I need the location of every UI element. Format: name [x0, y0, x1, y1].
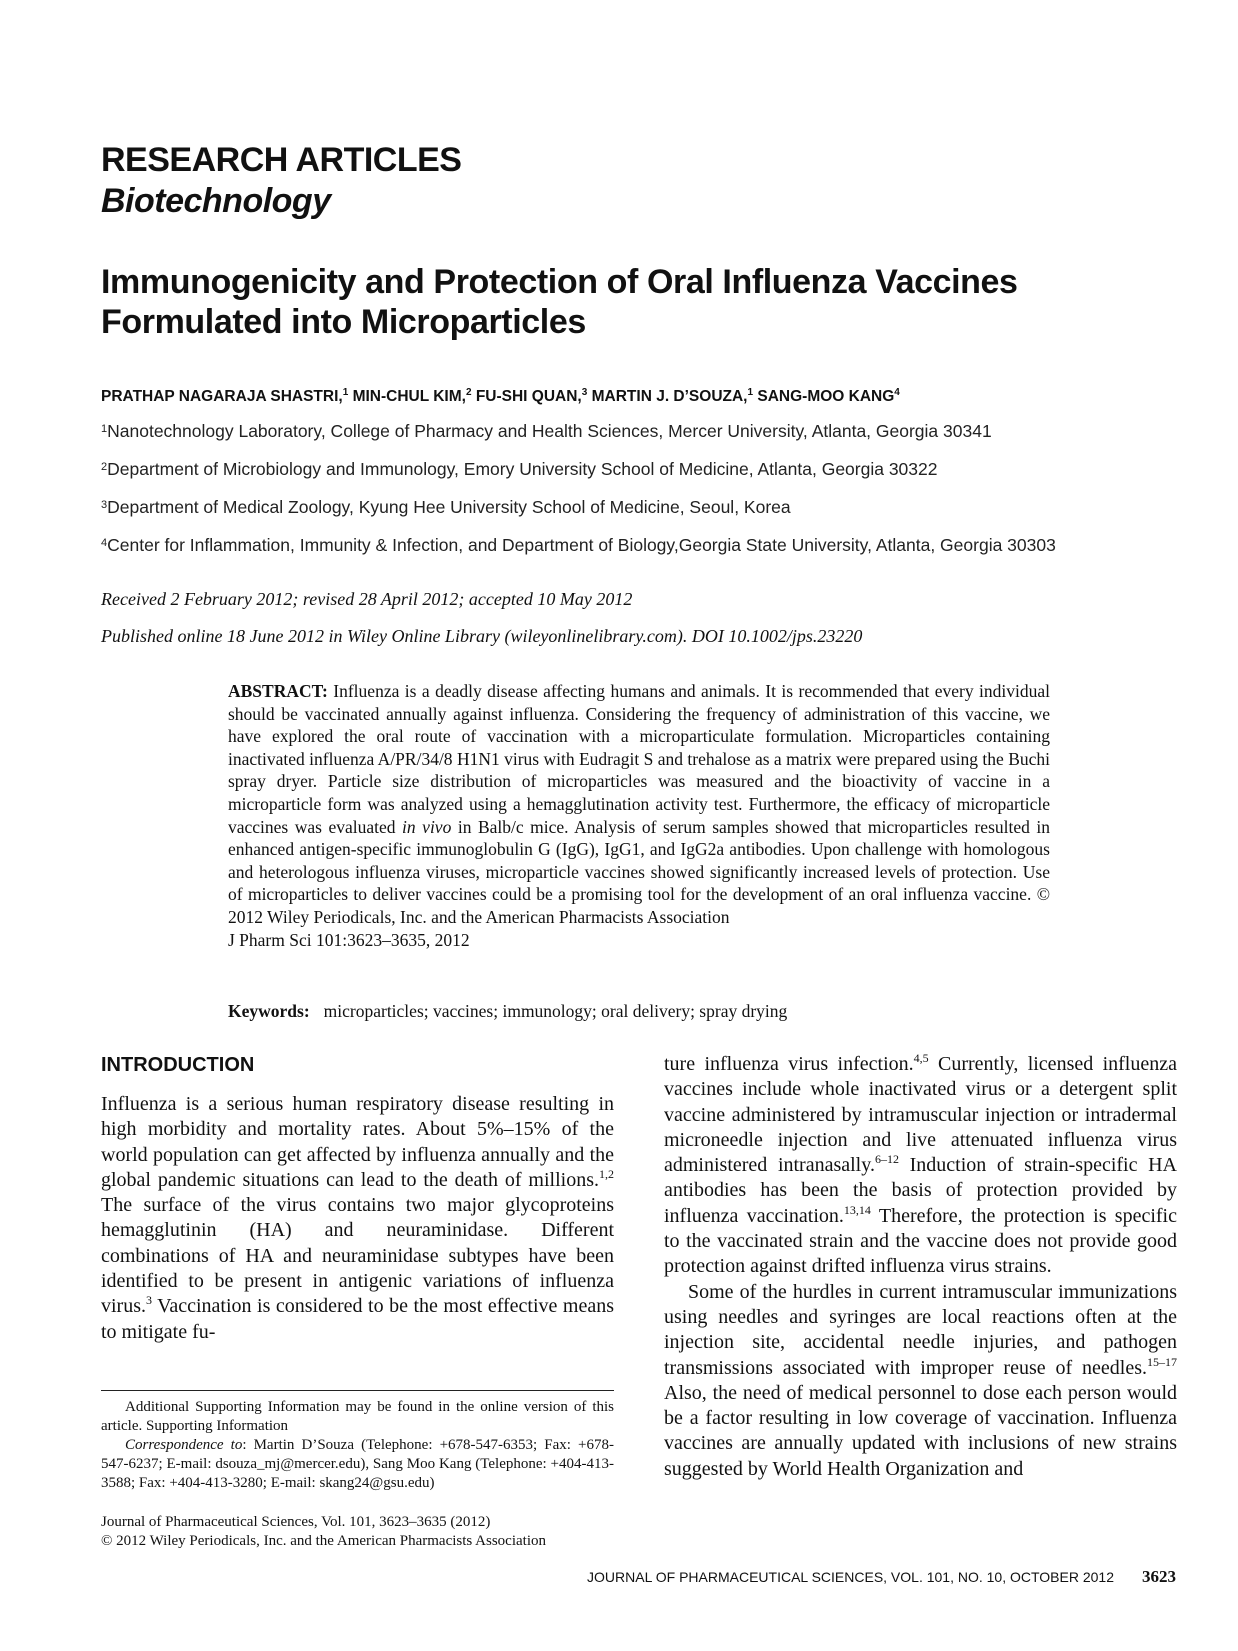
abstract-italic-term: in vivo	[402, 816, 452, 837]
body-text: ture influenza virus infection.	[664, 1053, 914, 1075]
article-title	[101, 262, 1161, 342]
affiliation-mark: 2	[101, 461, 108, 473]
affiliation-text: Department of Medical Zoology, Kyung Hee University School of Medicine, Seoul, Korea	[107, 497, 791, 517]
affiliation-text: Nanotechnology Laboratory, College of Pharmacy and Health Sciences, Mercer University, Atlanta, Georgia 30341	[107, 421, 992, 441]
page-number: 3623	[1142, 1567, 1176, 1586]
affiliation	[101, 456, 1181, 480]
abstract-citation: J Pharm Sci 101:3623–3635, 2012	[228, 929, 470, 950]
author-name: MIN-CHUL KIM,	[352, 388, 466, 405]
abstract-text: in Balb/c mice. Analysis of serum samples showed that microparticles resulted in enhanced antigen-specific immunoglobulin G (IgG), IgG1, and IgG2a antibodies. Upon challenge with homologous and heterologous influenza viruses, microparticle vaccines showed significantly increased levels of protection. Use of microparticles to deliver vaccines could be a promising tool for the development of an oral influenza vaccine. © 2012 Wiley Periodicals, Inc. and the American Pharmacists Association	[228, 816, 1050, 927]
body-paragraph	[664, 1280, 1177, 1482]
citation-ref: 13,14	[843, 1202, 871, 1217]
author-list	[101, 383, 1181, 407]
section-title: RESEARCH ARTICLES	[101, 141, 462, 179]
affiliation	[101, 494, 1181, 518]
journal-running-title: JOURNAL OF PHARMACEUTICAL SCIENCES, VOL. 101, NO. 10, OCTOBER 2012	[587, 1569, 1114, 1585]
body-paragraph	[101, 1092, 614, 1345]
citation-ref: 6–12	[874, 1152, 899, 1167]
affiliation-mark: 3	[101, 499, 108, 511]
author-affiliation-mark: 3	[581, 387, 588, 398]
supporting-info-note: Additional Supporting Information may be found in the online version of this article. Supporting Information	[101, 1399, 614, 1434]
body-text: Also, the need of medical personnel to dose each person would be a factor resulting in low coverage of vaccination. Influenza vaccines are annually updated with inclusions of new strains suggested by World Health Organization and	[664, 1381, 1177, 1480]
correspondence-label: Correspondence to	[125, 1437, 243, 1453]
received-dates: Received 2 February 2012; revised 28 April 2012; accepted 10 May 2012	[101, 589, 633, 609]
publication-info: Published online 18 June 2012 in Wiley Online Library (wileyonlinelibrary.com). DOI 10.1002/jps.23220	[101, 626, 863, 646]
body-text: Influenza is a serious human respiratory disease resulting in high morbidity and mortality rates. About 5%–15% of the world population can get affected by influenza annually and the global pandemic situations can lead to the death of millions.	[101, 1093, 614, 1191]
correspondence-text: : Martin D’Souza (Telephone: +678-547-6353; Fax: +678-547-6237; E-mail: dsouza_mj@mercer.edu), Sang Moo Kang (Telephone: +404-413-3588; Fax: +404-413-3280; E-mail: skang24@gsu.edu)	[101, 1437, 614, 1491]
citation-ref: 3	[146, 1293, 152, 1308]
author-affiliation-mark: 1	[342, 387, 349, 398]
running-footer	[587, 1568, 1176, 1586]
keywords-text: microparticles; vaccines; immunology; oral delivery; spray drying	[323, 1001, 788, 1021]
citation-ref: 1,2	[599, 1166, 614, 1181]
journal-line: Journal of Pharmaceutical Sciences, Vol. 101, 3623–3635 (2012)	[101, 1514, 491, 1530]
author-affiliation-mark: 2	[465, 387, 472, 398]
keywords	[228, 1000, 1050, 1022]
body-paragraph	[664, 1052, 1177, 1280]
author-name: PRATHAP NAGARAJA SHASTRI,	[101, 388, 343, 405]
body-text: Vaccination is considered to be the most effective means to mitigate fu-	[101, 1295, 614, 1343]
footnotes	[101, 1398, 614, 1493]
copyright-line: © 2012 Wiley Periodicals, Inc. and the American Pharmacists Association	[101, 1533, 547, 1549]
abstract-label: ABSTRACT:	[228, 681, 328, 701]
body-text: Induction of strain-specific HA antibodies has been the basis of protection provided by influenza vaccination.	[664, 1154, 1177, 1227]
affiliation-mark: 4	[101, 537, 108, 549]
affiliation-mark: 1	[101, 423, 108, 435]
affiliation-text: Department of Microbiology and Immunology, Emory University School of Medicine, Atlanta, Georgia 30322	[107, 459, 938, 479]
affiliation-text: Center for Inflammation, Immunity & Infection, and Department of Biology,Georgia State University, Atlanta, Georgia 30303	[107, 535, 1056, 555]
article-title-line-2: Formulated into Microparticles	[101, 303, 586, 341]
author-name: FU-SHI QUAN,	[475, 388, 582, 405]
body-text: Currently, licensed influenza vaccines include whole inactivated virus or a detergent split vaccine administered by intramuscular injection or intradermal microneedle injection and live attenuated influenza virus administered intranasally.	[664, 1053, 1177, 1177]
author-affiliation-mark: 1	[747, 387, 754, 398]
abstract	[228, 680, 1050, 951]
correspondence-note	[101, 1436, 614, 1493]
introduction-heading: INTRODUCTION	[101, 1054, 255, 1076]
keywords-label: Keywords:	[228, 1001, 310, 1021]
citation-ref: 4,5	[913, 1051, 929, 1065]
affiliation	[101, 418, 1181, 442]
body-text: Therefore, the protection is specific to the vaccinated strain and the vaccine does not provide good protection against drifted influenza virus strains.	[664, 1204, 1177, 1278]
footnote-divider	[101, 1390, 614, 1391]
abstract-text: Influenza is a deadly disease affecting humans and animals. It is recommended that every individual should be vaccinated annually against influenza. Considering the frequency of administration of this vaccine, we have explored the oral route of vaccination with a microparticulate formulation. Microparticles containing inactivated influenza A/PR/34/8 H1N1 virus with Eudragit S and trehalose as a matrix were prepared using the Buchi spray dryer. Particle size distribution of microparticles was measured and the bioactivity of vaccine in a microparticle form was analyzed using a hemagglutination activity test. Furthermore, the efficacy of microparticle vaccines was evaluated	[228, 681, 1050, 837]
section-subtitle: Biotechnology	[101, 182, 331, 220]
author-affiliation-mark: 4	[894, 387, 900, 398]
body-text: Some of the hurdles in current intramuscular immunizations using needles and syringes are local reactions often at the injection site, accidental needle injuries, and pathogen transmissions associated with improper reuse of needles.	[664, 1280, 1177, 1379]
right-column	[664, 1052, 1177, 1482]
journal-citation	[101, 1513, 614, 1551]
article-title-line-1: Immunogenicity and Protection of Oral Influenza Vaccines	[101, 263, 1018, 301]
left-column	[101, 1052, 614, 1345]
citation-ref: 15–17	[1147, 1354, 1177, 1369]
body-text: The surface of the virus contains two major glycoproteins hemagglutinin (HA) and neuraminidase. Different combinations of HA and neuraminidase subtypes have been identified to be present in antigenic variations of influenza virus.	[101, 1194, 614, 1318]
affiliation	[101, 532, 1181, 556]
author-name: SANG-MOO KANG	[757, 388, 895, 405]
author-name: MARTIN J. D’SOUZA,	[591, 388, 748, 405]
section-header	[101, 140, 1101, 222]
